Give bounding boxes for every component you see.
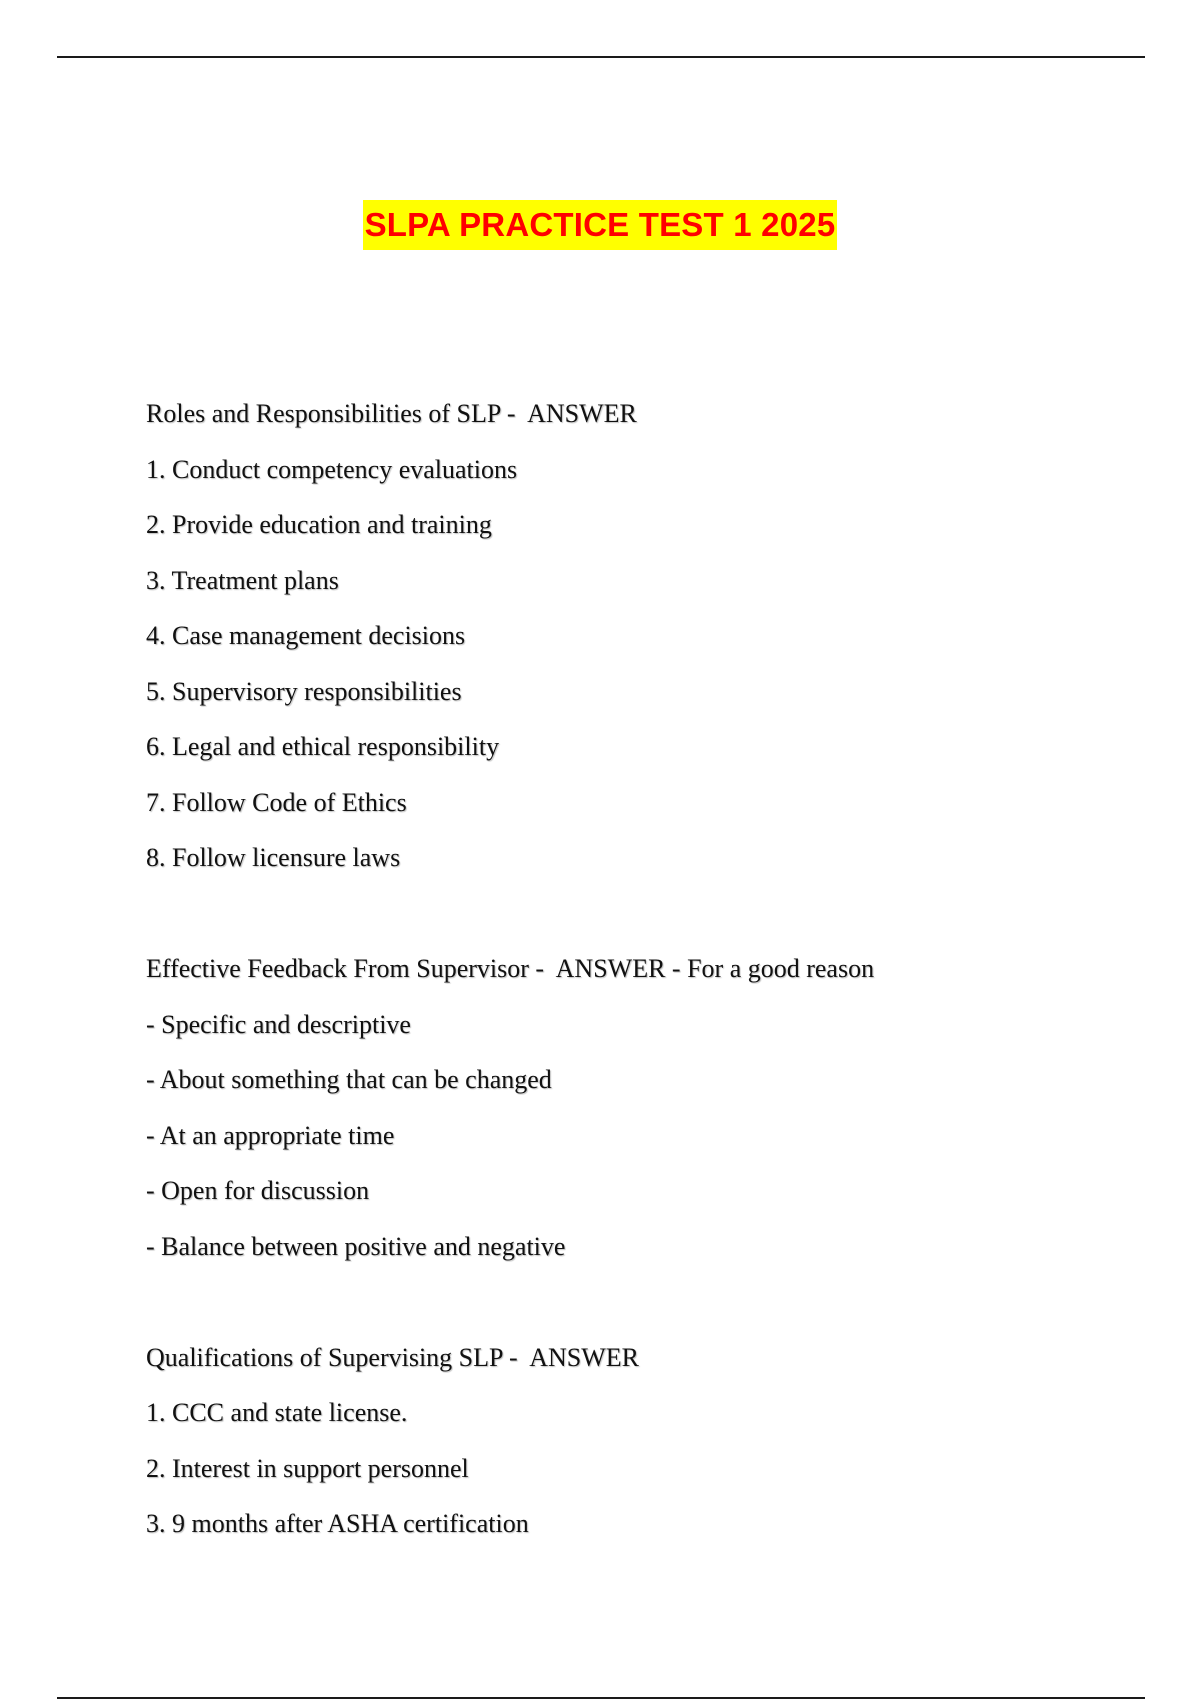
section-roles <box>146 386 1146 886</box>
section-heading: Effective Feedback From Supervisor - ANSWER - For a good reason <box>146 954 875 983</box>
list-item: - Open for discussion <box>146 1176 370 1205</box>
list-item: - Specific and descriptive <box>146 1009 411 1039</box>
list-item: 2. Interest in support personnel <box>146 1453 469 1483</box>
list-item: 5. Supervisory responsibilities <box>146 676 462 706</box>
document-body <box>146 386 1146 1552</box>
list-item: 3. 9 months after ASHA certification <box>146 1509 529 1538</box>
title-container <box>0 200 1200 250</box>
footer-rule <box>57 1697 1145 1699</box>
header-rule <box>57 56 1145 58</box>
list-item: 6. Legal and ethical responsibility <box>146 732 500 761</box>
section-feedback <box>146 941 1146 1274</box>
document-title: SLPA PRACTICE TEST 1 2025 <box>363 200 838 250</box>
list-item: - At an appropriate time <box>146 1120 395 1150</box>
list-item: 7. Follow Code of Ethics <box>146 787 407 817</box>
list-item: - About something that can be changed <box>146 1065 552 1094</box>
list-item: 4. Case management decisions <box>146 621 466 650</box>
list-item: 3. Treatment plans <box>146 565 339 595</box>
list-item: 1. Conduct competency evaluations <box>146 454 518 484</box>
list-item: 2. Provide education and training <box>146 510 492 539</box>
section-heading: Roles and Responsibilities of SLP - ANSWER <box>146 399 637 428</box>
list-item: - Balance between positive and negative <box>146 1231 566 1261</box>
section-qualifications <box>146 1330 1146 1552</box>
list-item: 8. Follow licensure laws <box>146 843 401 872</box>
list-item: 1. CCC and state license. <box>146 1398 408 1427</box>
section-heading: Qualifications of Supervising SLP - ANSWER <box>146 1342 640 1372</box>
